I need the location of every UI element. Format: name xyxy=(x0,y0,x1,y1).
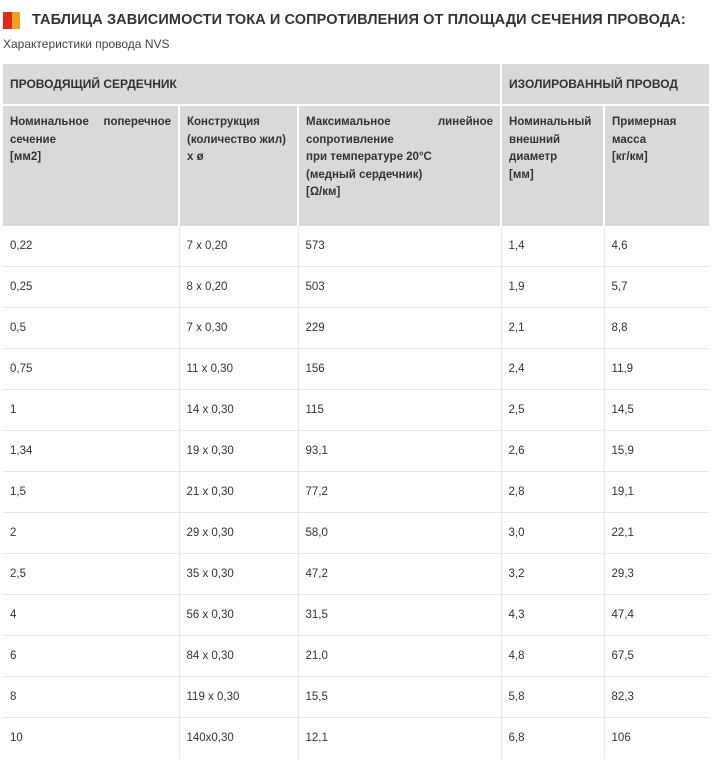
cell-diameter: 2,8 xyxy=(501,472,604,513)
cell-mass: 11,9 xyxy=(604,349,709,390)
cell-diameter: 6,8 xyxy=(501,718,604,759)
cell-mass: 106 xyxy=(611,732,631,744)
cell-resistance: 93,1 xyxy=(298,431,501,472)
cell-construction: 19 x 0,30 xyxy=(179,431,298,472)
table-row xyxy=(3,636,709,677)
page-title: ТАБЛИЦА ЗАВИСИМОСТИ ТОКА И СОПРОТИВЛЕНИЯ ОТ ПЛОЩАДИ СЕЧЕНИЯ ПРОВОДА: xyxy=(32,12,686,28)
table-row xyxy=(3,472,709,513)
cell-resistance: 115 xyxy=(298,390,501,431)
cell-construction: 35 x 0,30 xyxy=(179,554,298,595)
cell-construction: 119 x 0,30 xyxy=(179,677,298,718)
header-mass-line2: масса xyxy=(612,133,647,146)
header-resistance-unit: [Ω/км] xyxy=(306,186,341,198)
cell-cross-section: 2,5 xyxy=(3,554,179,595)
cell-diameter: 1,4 xyxy=(501,226,604,267)
title-marker-icon xyxy=(3,12,20,29)
header-mass-unit: [кг/км] xyxy=(612,151,648,163)
header-construction xyxy=(179,105,298,226)
header-construction-unit: x ø xyxy=(187,151,204,163)
cell-mass: 4,6 xyxy=(604,226,709,267)
header-cross-section-label: Номинальное поперечное сечение xyxy=(10,116,171,146)
cell-construction: 140x0,30 xyxy=(179,718,298,759)
cell-cross-section: 6 xyxy=(3,636,179,677)
table-row xyxy=(3,513,709,554)
header-resistance xyxy=(298,105,501,226)
cell-mass: 19,1 xyxy=(604,472,709,513)
cell-construction: 29 x 0,30 xyxy=(179,513,298,554)
cell-diameter: 2,5 xyxy=(501,390,604,431)
cell-cross-section: 0,75 xyxy=(3,349,179,390)
cell-mass: 82,3 xyxy=(604,677,709,718)
cell-resistance: 503 xyxy=(298,267,501,308)
cell-cross-section: 0,5 xyxy=(3,308,179,349)
table-row xyxy=(3,390,709,431)
cell-mass: 22,1 xyxy=(604,513,709,554)
wire-spec-table xyxy=(3,64,709,758)
page-subtitle: Характеристики провода NVS xyxy=(3,37,170,51)
table-row xyxy=(3,554,709,595)
cell-diameter: 2,4 xyxy=(501,349,604,390)
table-row xyxy=(3,267,709,308)
cell-mass: 5,7 xyxy=(604,267,709,308)
table-row xyxy=(3,226,709,267)
header-cross-section-unit: [мм2] xyxy=(10,151,42,163)
cell-mass: 15,9 xyxy=(604,431,709,472)
cell-cross-section: 1,34 xyxy=(3,431,179,472)
cell-diameter: 3,2 xyxy=(501,554,604,595)
header-mass-line1: Примерная xyxy=(612,116,677,128)
header-diameter-line1: Номинальный xyxy=(509,116,592,128)
cell-mass: 47,4 xyxy=(604,595,709,636)
cell-resistance: 15,5 xyxy=(298,677,501,718)
cell-resistance: 21,0 xyxy=(298,636,501,677)
cell-mass: 14,5 xyxy=(604,390,709,431)
header-cross-section xyxy=(3,105,179,226)
cell-cross-section: 0,22 xyxy=(3,226,179,267)
table-row xyxy=(3,308,709,349)
cell-diameter: 5,8 xyxy=(501,677,604,718)
cell-diameter: 4,3 xyxy=(501,595,604,636)
header-diameter-line2: внешний xyxy=(509,133,561,146)
group-header-row xyxy=(3,64,709,105)
cell-construction: 21 x 0,30 xyxy=(179,472,298,513)
cell-resistance: 12,1 xyxy=(298,718,501,759)
cell-resistance: 58,0 xyxy=(298,513,501,554)
cell-diameter: 3,0 xyxy=(501,513,604,554)
cell-construction: 7 x 0,20 xyxy=(179,226,298,267)
cell-resistance: 573 xyxy=(298,226,501,267)
cell-construction: 84 x 0,30 xyxy=(179,636,298,677)
cell-resistance: 156 xyxy=(298,349,501,390)
header-diameter-line3: диаметр xyxy=(509,151,558,163)
header-resistance-label: Максимальное линейное сопротивление xyxy=(306,116,494,146)
cell-construction: 11 x 0,30 xyxy=(179,349,298,390)
table-row xyxy=(3,431,709,472)
column-header-row xyxy=(3,105,709,226)
cell-cross-section: 10 xyxy=(3,718,179,759)
cell-resistance: 31,5 xyxy=(298,595,501,636)
table-row xyxy=(3,349,709,390)
cell-diameter: 1,9 xyxy=(501,267,604,308)
cell-construction: 8 x 0,20 xyxy=(179,267,298,308)
cell-cross-section: 1 xyxy=(3,390,179,431)
cell-cross-section: 2 xyxy=(3,513,179,554)
cell-construction: 14 x 0,30 xyxy=(179,390,298,431)
group-header-insulated: ИЗОЛИРОВАННЫЙ ПРОВОД xyxy=(501,64,709,105)
header-resistance-core: (медный сердечник) xyxy=(306,168,423,181)
cell-diameter: 2,1 xyxy=(501,308,604,349)
header-construction-label: Конструкция (количество жил) xyxy=(187,116,286,146)
header-resistance-temp: при температуре 20°C xyxy=(306,151,432,163)
title-row xyxy=(3,10,686,30)
cell-diameter: 2,6 xyxy=(501,431,604,472)
cell-resistance: 47,2 xyxy=(298,554,501,595)
cell-mass: 8,8 xyxy=(604,308,709,349)
header-diameter xyxy=(501,105,604,226)
table-row xyxy=(3,595,709,636)
cell-diameter: 4,8 xyxy=(501,636,604,677)
cell-cross-section: 1,5 xyxy=(3,472,179,513)
table-row xyxy=(3,718,709,759)
cell-resistance: 77,2 xyxy=(298,472,501,513)
header-diameter-unit: [мм] xyxy=(509,168,534,181)
cell-resistance: 229 xyxy=(298,308,501,349)
group-header-conductor: ПРОВОДЯЩИЙ СЕРДЕЧНИК xyxy=(3,64,501,105)
table-row xyxy=(3,677,709,718)
cell-cross-section: 8 xyxy=(3,677,179,718)
cell-mass: 29,3 xyxy=(604,554,709,595)
cell-mass: 67,5 xyxy=(604,636,709,677)
cell-cross-section: 0,25 xyxy=(3,267,179,308)
cell-cross-section: 4 xyxy=(3,595,179,636)
cell-construction: 7 x 0,30 xyxy=(179,308,298,349)
header-mass xyxy=(604,105,709,226)
cell-construction: 56 x 0,30 xyxy=(179,595,298,636)
